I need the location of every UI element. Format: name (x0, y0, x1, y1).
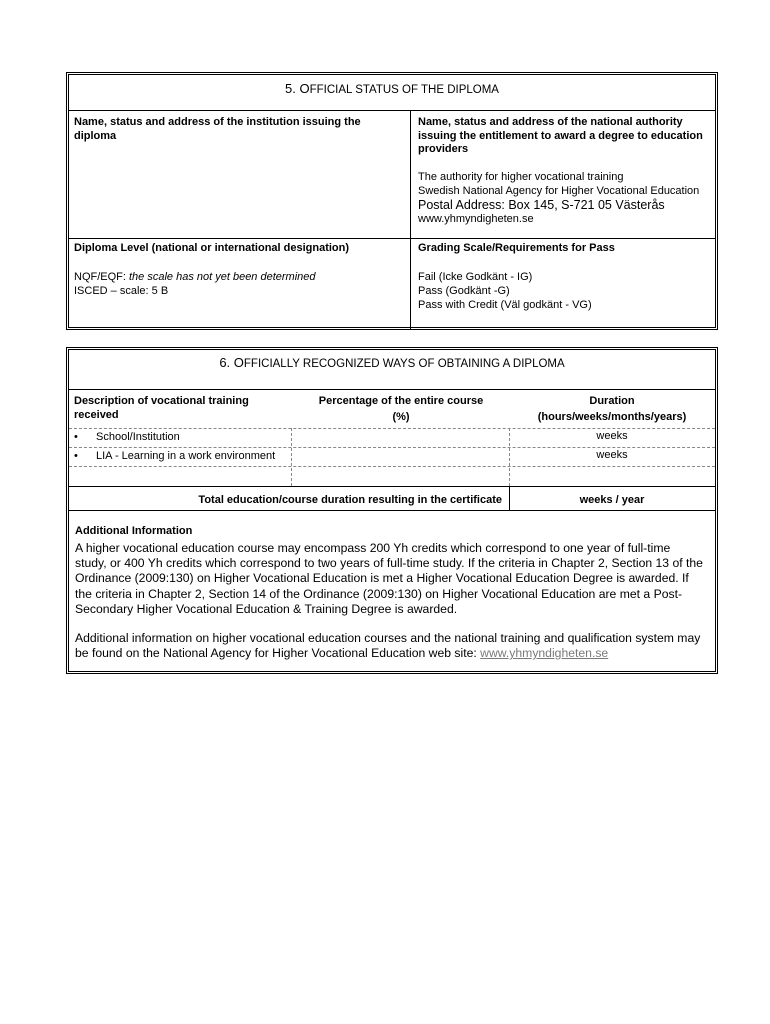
authority-web: www.yhmyndigheten.se (418, 213, 534, 225)
col-duration-header: Duration (hours/weeks/months/years) (537, 395, 687, 423)
col-percentage-header: Percentage of the entire course (%) (318, 395, 484, 423)
section-5-title: 5. OFFICIAL STATUS OF THE DIPLOMA (285, 81, 499, 96)
table-row-school: • School/Institution (74, 431, 180, 443)
authority-line-2: Swedish National Agency for Higher Vocational Education (418, 185, 700, 197)
total-duration-label: Total education/course duration resulting in the certificate (198, 494, 502, 506)
diploma-level-header: Diploma Level (national or international designation) (74, 242, 350, 254)
additional-info-text: A higher vocational education course may encompass 200 Yh credits which correspond to one year of full-time study, or 400 Yh credits which correspond to two years of full-time study. If the criteria in Chapter 2, Section 13 of the Ordinance (2009:130) on Higher Vocational Education is met a Higher Vocational Education Degree is awarded. If the criteria in Chapter 2, Section 14 of the Ordinance (2009:130) on Higher Vocational Education are met a Post-Secondary Higher Vocational Education & Training Degree is awarded. (75, 541, 703, 616)
total-duration-value: weeks / year (579, 494, 645, 506)
additional-info-header: Additional Information (75, 525, 193, 537)
grade-fail: Fail (Icke Godkänt - IG) (418, 271, 533, 283)
col-description-header: Description of vocational training received (74, 395, 249, 421)
grade-pass-with-credit: Pass with Credit (Väl godkänt - VG) (418, 299, 592, 311)
authority-line-1: The authority for higher vocational training (418, 171, 624, 183)
yhmyndigheten-link[interactable]: www.yhmyndigheten.se (480, 646, 609, 661)
section-6-table (66, 347, 718, 674)
section-6-title: 6. OFFICIALLY RECOGNIZED WAYS OF OBTAINING A DIPLOMA (219, 355, 565, 370)
duration-school: weeks (596, 430, 628, 442)
duration-lia: weeks (596, 449, 628, 461)
section-5-table (66, 72, 718, 330)
isced-line: ISCED – scale: 5 B (74, 285, 169, 297)
grading-header: Grading Scale/Requirements for Pass (418, 242, 615, 254)
grade-pass: Pass (Godkänt -G) (418, 285, 510, 297)
authority-header: Name, status and address of the national authority issuing the entitlement to award a degree to education providers (418, 116, 703, 155)
authority-address: Postal Address: Box 145, S-721 05 Västerås (418, 198, 665, 212)
additional-info-text-2: Additional information on higher vocational education courses and the national training and qualification system may be found on the National Agency for Higher Vocational Education web site: www.yhmyndigheten.se (75, 631, 701, 661)
table-row-lia: • LIA - Learning in a work environment (74, 450, 276, 462)
institution-header: Name, status and address of the institution issuing the diploma (74, 116, 361, 142)
nqf-line: NQF/EQF: the scale has not yet been determined (74, 271, 316, 283)
